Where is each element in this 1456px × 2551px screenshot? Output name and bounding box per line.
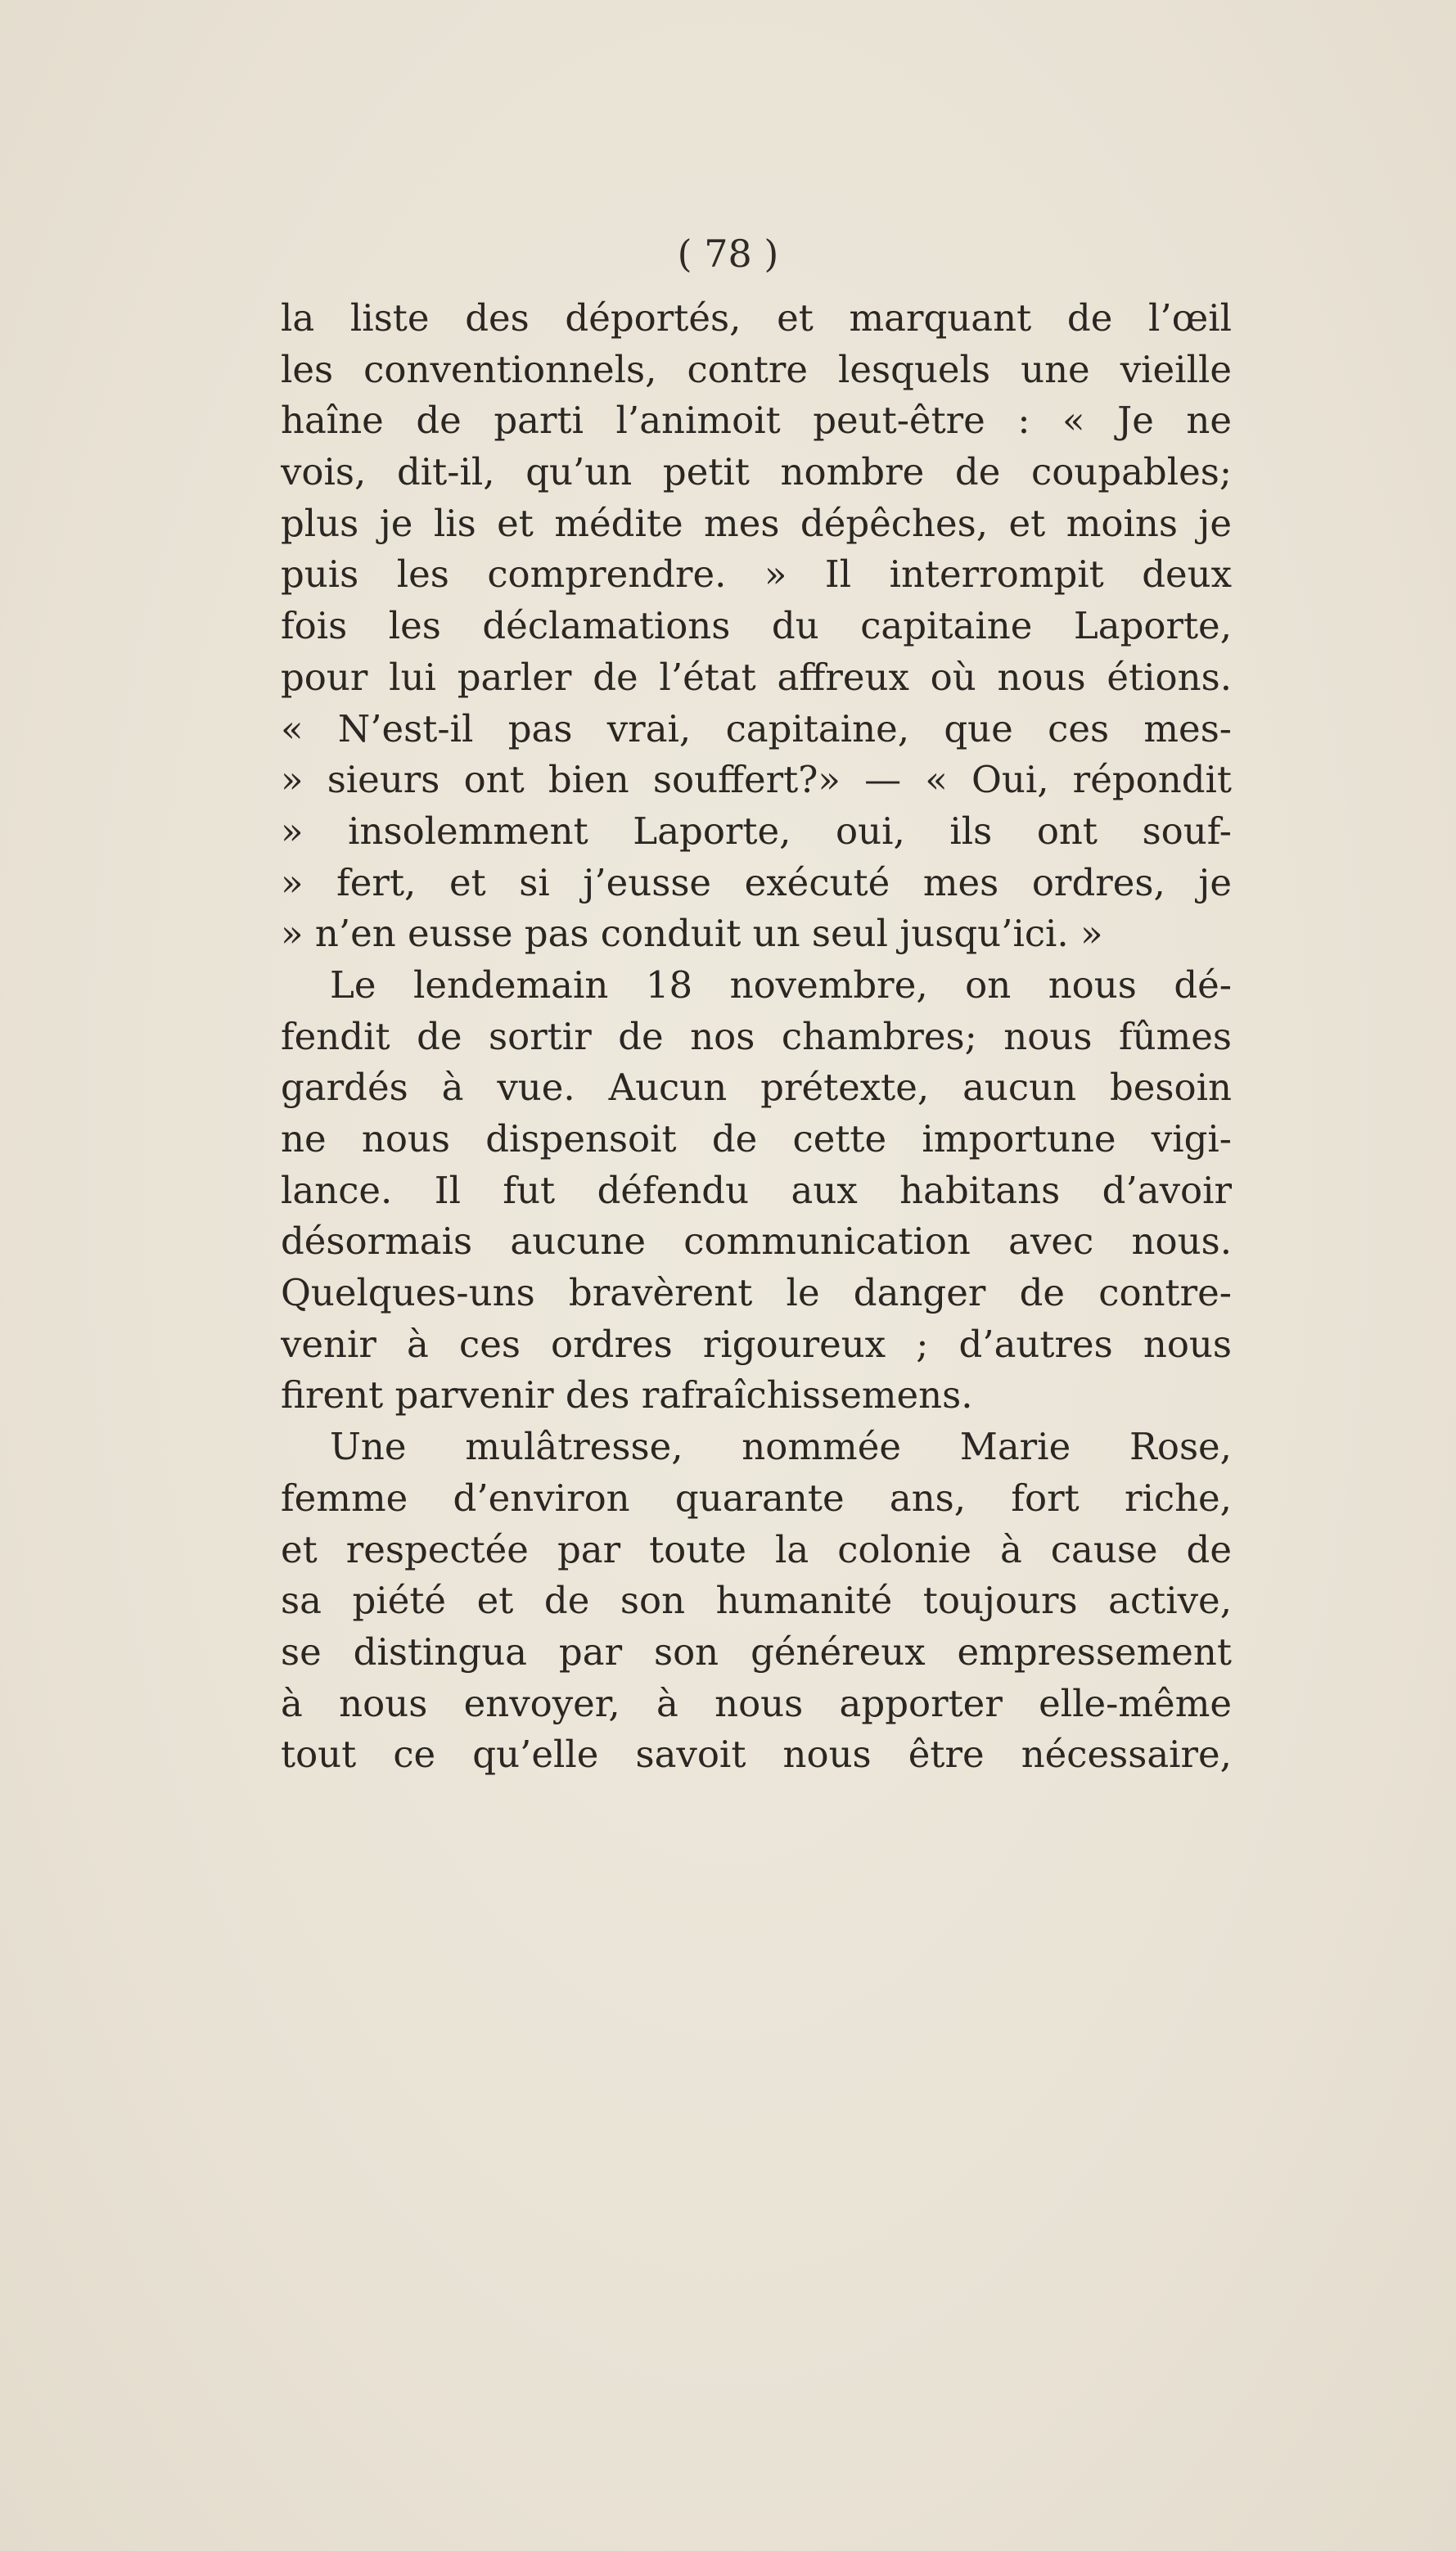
text-line: fendit de sortir de nos chambres; nous fûmes bbox=[281, 1014, 1232, 1058]
text-line: et respectée par toute la colonie à cause de bbox=[281, 1527, 1232, 1571]
text-line: les conventionnels, contre lesquels une vieille bbox=[281, 347, 1232, 391]
text-line: tout ce qu’elle savoit nous être nécessaire, bbox=[281, 1733, 1232, 1777]
paragraph-first-line: Une mulâtresse, nommée Marie Rose, bbox=[330, 1425, 1232, 1469]
text-line: venir à ces ordres rigoureux ; d’autres nous bbox=[281, 1322, 1232, 1366]
text-line: Quelques-uns bravèrent le danger de contre- bbox=[281, 1271, 1232, 1315]
text-line: vois, dit-il, qu’un petit nombre de coupables; bbox=[281, 450, 1232, 494]
text-line: sa piété et de son humanité toujours active, bbox=[281, 1579, 1232, 1623]
text-line: » n’en eusse pas conduit un seul jusqu’ici. » bbox=[281, 912, 1103, 956]
text-line: « N’est-il pas vrai, capitaine, que ces mes- bbox=[281, 706, 1232, 750]
text-line: se distingua par son généreux empressement bbox=[281, 1629, 1232, 1674]
text-line: pour lui parler de l’état affreux où nous étions. bbox=[281, 655, 1232, 699]
text-line: la liste des déportés, et marquant de l’œil bbox=[281, 296, 1232, 340]
text-line: à nous envoyer, à nous apporter elle-même bbox=[281, 1681, 1232, 1725]
text-line: désormais aucune communication avec nous. bbox=[281, 1219, 1232, 1264]
text-line: haîne de parti l’animoit peut-être : « Je ne bbox=[281, 399, 1232, 443]
text-line: lance. Il fut défendu aux habitans d’avoir bbox=[281, 1168, 1232, 1212]
text-line: ne nous dispensoit de cette importune vigi- bbox=[281, 1117, 1232, 1161]
text-line: fois les déclamations du capitaine Laporte, bbox=[281, 604, 1232, 648]
text-line: puis les comprendre. » Il interrompit deux bbox=[281, 552, 1232, 597]
body-text bbox=[281, 293, 1232, 1781]
paragraph-first-line: Le lendemain 18 novembre, on nous dé- bbox=[330, 962, 1232, 1007]
text-line: gardés à vue. Aucun prétexte, aucun besoin bbox=[281, 1066, 1232, 1110]
text-line: femme d’environ quarante ans, fort riche, bbox=[281, 1476, 1232, 1520]
text-line: firent parvenir des rafraîchissemens. bbox=[281, 1373, 973, 1417]
text-line: » insolemment Laporte, oui, ils ont souf- bbox=[281, 809, 1232, 853]
text-line: » fert, et si j’eusse exécuté mes ordres, je bbox=[281, 860, 1232, 904]
text-line: » sieurs ont bien souffert?» — « Oui, répondit bbox=[281, 758, 1232, 802]
text-line: plus je lis et médite mes dépêches, et moins je bbox=[281, 501, 1232, 545]
page-number: ( 78 ) bbox=[677, 232, 779, 276]
